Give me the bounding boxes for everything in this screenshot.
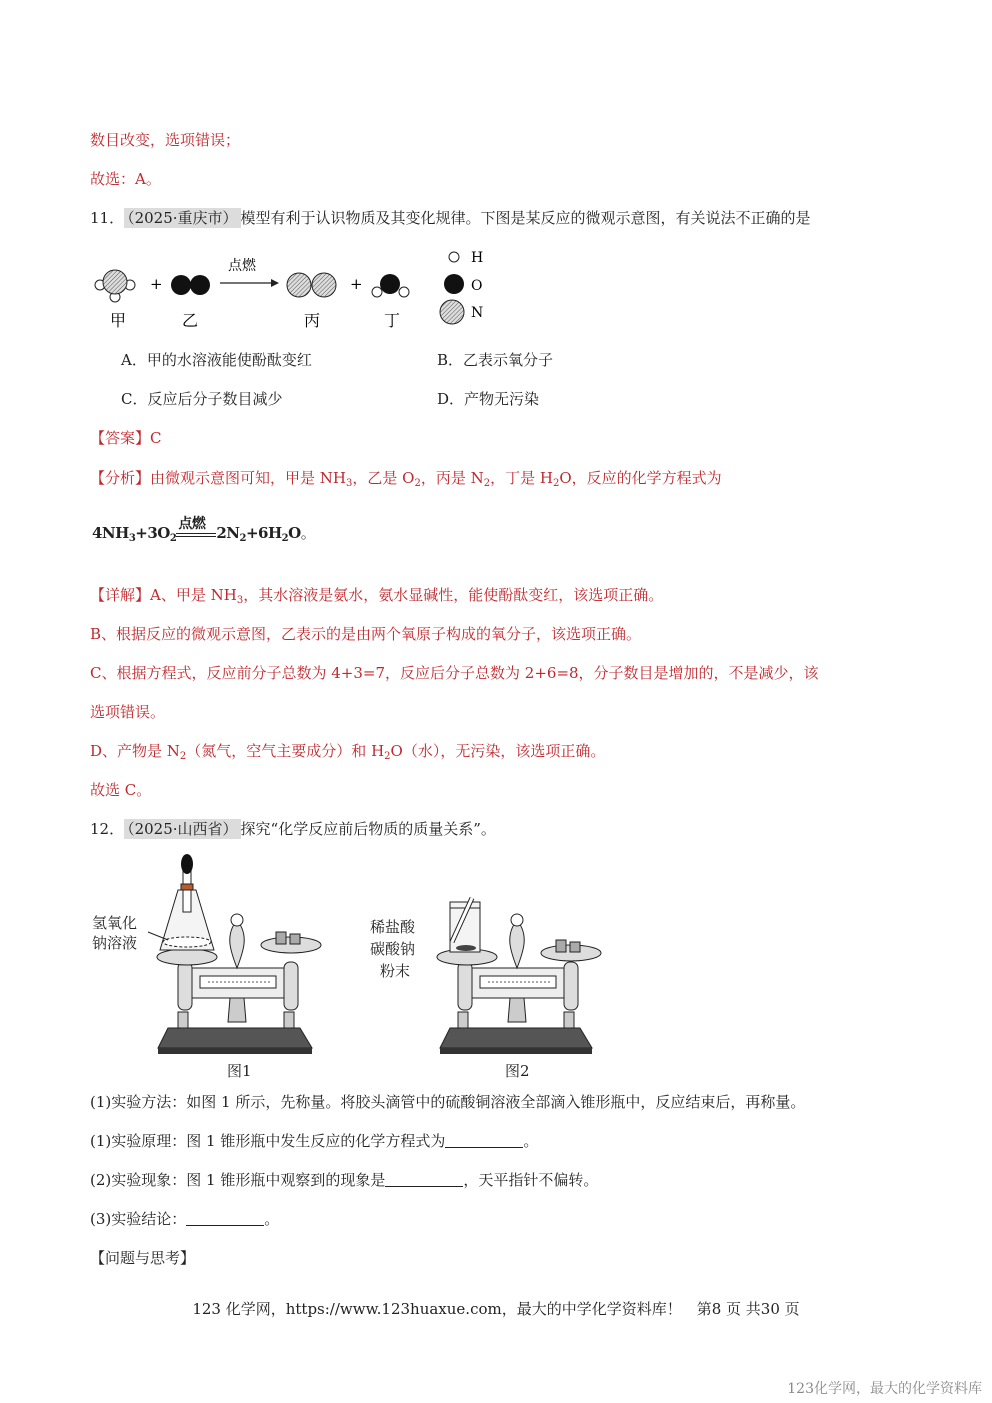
subscript: 2 [179, 751, 187, 762]
source-tag: （2025·重庆市） [124, 208, 240, 228]
analysis-text: ，丙是 N [420, 469, 484, 487]
conclusion-text: (3)实验结论： [90, 1210, 187, 1228]
detail-c-cont: 选项错误。 [90, 703, 166, 721]
principle-text: (1)实验原理：图 1 锥形瓶中发生反应的化学方程式为 [90, 1132, 446, 1150]
detail-b: B、根据反应的微观示意图，乙表示的是由两个氧原子构成的氧分子，该选项正确。 [90, 625, 642, 643]
detail-text: （氮气，空气主要成分）和 H [186, 742, 385, 760]
fig2-label-3: 粉末 [380, 962, 411, 980]
option-d: D．产物无污染 [437, 390, 540, 408]
legend-o: O [471, 278, 483, 294]
text-line: 数目改变，选项错误； [90, 131, 241, 149]
answer-blank[interactable] [385, 1172, 463, 1187]
conclusion-line [90, 1208, 279, 1230]
page-footer: 123 化学网，https://www.123huaxue.com，最大的中学化学资料库！ 第8 页 共30 页 [192, 1300, 800, 1318]
period: 。 [523, 1132, 539, 1150]
question-number: 12． [90, 820, 125, 838]
phenomenon-text: (2)实验现象：图 1 锥形瓶中观察到的现象是 [90, 1171, 386, 1189]
molecule-ding [372, 274, 409, 297]
reaction-diagram [88, 240, 508, 335]
watermark: 123化学网，最大的化学资料库 [787, 1381, 982, 1397]
phenomenon-line [90, 1169, 598, 1191]
reaction-condition [176, 516, 216, 537]
balance-figure-2 [422, 890, 612, 1070]
fig1-label-2: 钠溶液 [92, 934, 138, 952]
chemical-equation [92, 516, 316, 544]
answer-blank[interactable] [445, 1133, 523, 1148]
answer-line [90, 427, 162, 449]
answer-label: 【答案】 [90, 429, 151, 447]
plus-sign: + [150, 275, 163, 293]
subscript: 2 [483, 478, 491, 489]
legend-n: N [471, 305, 484, 321]
plus-sign: + [350, 275, 363, 293]
arrow-label: 点燃 [228, 258, 256, 274]
detail-text: A、甲是 NH [150, 586, 237, 604]
label-ding: 丁 [384, 311, 401, 330]
phenomenon-text-end: ，天平指针不偏转。 [463, 1171, 599, 1189]
answer-blank[interactable] [186, 1211, 264, 1226]
answer-value: C [150, 429, 162, 447]
balance-figure-1 [90, 850, 340, 1082]
think-heading: 【问题与思考】 [90, 1249, 196, 1267]
eq-part: +3O [135, 524, 170, 542]
detail-text: ，其水溶液是氨水，氨水显碱性，能使酚酞变红，该选项正确。 [243, 586, 664, 604]
option-b: B．乙表示氧分子 [437, 351, 554, 369]
fig1-label-1: 氢氧化 [92, 914, 138, 932]
molecule-bing [287, 273, 336, 297]
detail-c: C、根据方程式，反应前分子总数为 4+3=7，反应后分子总数为 2+6=8，分子数目是增加的，不是减少，该 [90, 664, 819, 682]
subscript: 3 [128, 533, 136, 544]
subscript: 2 [414, 478, 421, 489]
option-a: A．甲的水溶液能使酚酞变红 [121, 351, 312, 369]
eq-part: O [288, 524, 301, 542]
question-text: 探究“化学反应前后物质的质量关系”。 [240, 820, 496, 838]
question-12 [90, 818, 496, 840]
label-bing: 丙 [304, 311, 321, 330]
subscript: 2 [239, 533, 246, 544]
period: 。 [264, 1210, 280, 1228]
detail-d [90, 740, 605, 762]
fig2-label-2: 碳酸钠 [370, 940, 416, 958]
text-line: 故选：A。 [90, 170, 161, 188]
conclusion: 故选 C。 [90, 781, 152, 799]
legend-h: H [471, 250, 484, 266]
eq-part: 4NH [92, 524, 129, 542]
eq-part: 2N [216, 524, 240, 542]
method-line: (1)实验方法：如图 1 所示，先称量。将胶头滴管中的硫酸铜溶液全部滴入锥形瓶中，反应结束后，再称量。 [90, 1093, 806, 1111]
question-11 [90, 207, 811, 229]
condition-text: 点燃 [178, 516, 206, 532]
eq-part: +6H [245, 524, 282, 542]
subscript: 2 [384, 751, 391, 762]
analysis-text: ，丁是 H [490, 469, 553, 487]
subscript: 3 [346, 478, 353, 489]
analysis-label: 【分析】 [90, 469, 151, 487]
subscript: 2 [169, 533, 177, 544]
subscript: 3 [236, 595, 244, 606]
label-yi: 乙 [182, 311, 199, 330]
label-jia: 甲 [110, 311, 127, 330]
analysis-text: O，反应的化学方程式为 [559, 469, 722, 487]
question-number: 11． [90, 209, 125, 227]
fig2-label-1: 稀盐酸 [370, 918, 416, 936]
detail-text: O（水），无污染，该选项正确。 [390, 742, 606, 760]
analysis-line [90, 467, 722, 489]
fig1-caption: 图1 [227, 1062, 252, 1080]
source-tag: （2025·山西省） [124, 819, 240, 839]
option-c: C．反应后分子数目减少 [121, 390, 283, 408]
detail-a [90, 584, 663, 606]
eq-end: 。 [300, 524, 316, 542]
subscript: 2 [552, 478, 560, 489]
fig2-caption: 图2 [505, 1062, 530, 1080]
analysis-text: ，乙是 O [352, 469, 415, 487]
molecule-yi [171, 275, 210, 295]
detail-text: D、产物是 N [90, 742, 180, 760]
question-text: 模型有利于认识物质及其变化规律。下图是某反应的微观示意图，有关说法不正确的是 [240, 209, 811, 227]
subscript: 2 [281, 533, 289, 544]
analysis-text: 由微观示意图可知，甲是 NH [150, 469, 346, 487]
molecule-jia [95, 270, 135, 302]
legend [440, 250, 483, 324]
principle-line [90, 1130, 538, 1152]
detail-label: 【详解】 [90, 586, 151, 604]
